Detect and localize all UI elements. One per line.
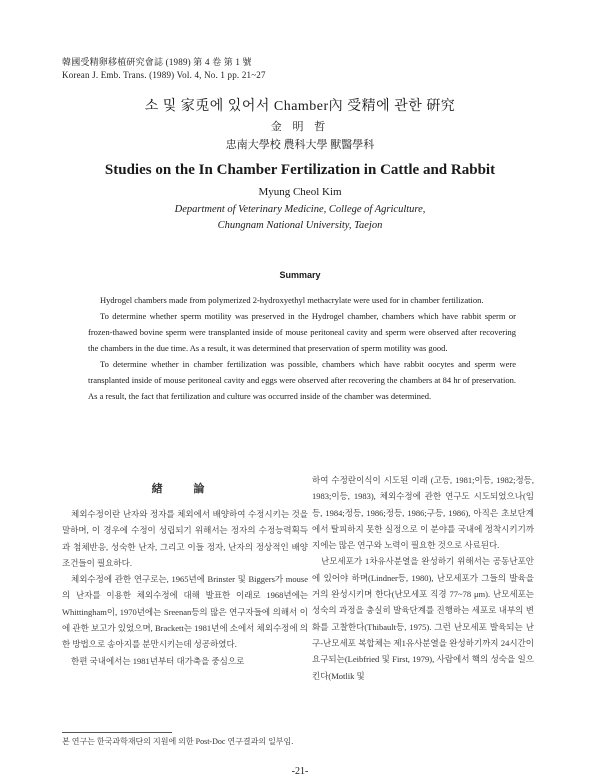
summary-paragraph: To determine whether sperm motility was preserved in the Hydrogel chamber, chambers which have rabbit sperm or frozen-thawed bovine sperm were transplanted inside of mouse peritoneal cavity and sperm were observed after recovering the chambers in the due time. As a result, it was determined that preservation of sperm motility was good. <box>88 311 516 353</box>
korean-affiliation: 忠南大學校 農科大學 獸醫學科 <box>225 139 375 151</box>
body-column-left <box>62 472 308 669</box>
body-paragraph: 난모세포가 1차유사분열을 완성하기 위해서는 공동난포안에 있어야 하며(Lindner등, 1980), 난모세포가 그들의 발육을 거의 완성시키며 한다(난모세포 직경 77~78 μm). 난모세포는 성숙의 과정을 충실히 발육단계를 진행하는 세포로 내부의 변화를 고찰한다(Thibault등, 1975). 그런 난모세포 발육되는 난구-난모세포 복합체는 제1유사분열을 완성하기까지 24시간이 요구되는(Leibfried 및 First, 1979), 사람에서 핵의 성숙을 일으킨다(Motlik 및 <box>312 556 534 681</box>
section-heading-introduction: 緖 論 <box>151 483 219 495</box>
footnote-divider <box>62 732 172 733</box>
korean-title: 소 및 家兎에 있어서 Chamber內 受精에 관한 硏究 <box>144 99 456 114</box>
journal-citation-korean: 韓國受精卵移植硏究會誌 (1989) 第 4 卷 第 1 號 <box>62 57 252 67</box>
page-number: -21- <box>291 766 309 777</box>
body-paragraph: 하여 수정란이식이 시도된 이래 (고등, 1981;이등, 1982;정등, 1983;이등, 1983), 체외수정에 관한 연구도 시도되었으나(임등, 1984;정등, 1986;정등, 1986;구등, 1986), 아직은 초보단계에서 탈피하지 못한 실정으로 이 분야를 국내에 정착시키기까지에는 많은 연구와 노력이 필요한 것으로 사료된다. <box>312 475 534 551</box>
english-title: Studies on the In Chamber Fertilization in Cattle and Rabbit <box>104 162 496 178</box>
english-author: Myung Cheol Kim <box>258 186 342 198</box>
english-affiliation-line-2: Chungnam National University, Taejon <box>217 220 383 231</box>
body-column-right <box>312 472 534 684</box>
summary-abstract <box>88 292 516 404</box>
english-affiliation-line-1: Department of Veterinary Medicine, College of Agriculture, <box>174 204 426 215</box>
summary-paragraph: To determine whether in chamber fertilization was possible, chambers which have rabbit oocytes and sperm were transplanted inside of mouse peritoneal cavity and eggs were observed after recovering the chambers at 84 hr of preservation. As a result, the fact that fertilization and culture was occurred inside of the chamber was determined. <box>88 359 516 401</box>
korean-author: 金 明 哲 <box>270 121 330 133</box>
body-paragraph: 한편 국내에서는 1981년부터 대가축을 중심으로 <box>71 655 245 666</box>
journal-header <box>62 56 266 82</box>
summary-heading: Summary <box>279 270 321 280</box>
summary-paragraph: Hydrogel chambers made from polymerized 2-hydroxyethyl methacrylate were used for in chamber fertilization. <box>100 295 484 305</box>
body-paragraph: 체외수정에 관한 연구로는, 1965년에 Brinster 및 Biggers가 mouse의 난자를 이용한 체외수정에 대해 발표한 이래로 1968년에는 Whittingham이, 1970년에는 Sreenan등의 많은 연구자들에 의해서 이에 관한 보고가 있었으며, Brackett는 1981년에 소에서 체외수정에 의한 방법으로 송아지를 분만시키는데 성공하였다. <box>62 574 308 650</box>
body-paragraph: 체외수정이란 난자와 정자를 체외에서 배양하여 수정시키는 것을 말하며, 이 경우에 수정이 성립되기 위해서는 정자의 수정능력획득과 첨체반응, 성숙한 난자, 그리고 이들 정자, 난자의 정상적인 배양조건들이 필요하다. <box>62 509 308 568</box>
journal-citation-english: Korean J. Emb. Trans. (1989) Vol. 4, No. 1 pp. 21~27 <box>62 70 266 80</box>
footnote: 본 연구는 한국과학재단의 지원에 의한 Post-Doc 연구결과의 일부임. <box>62 737 294 746</box>
